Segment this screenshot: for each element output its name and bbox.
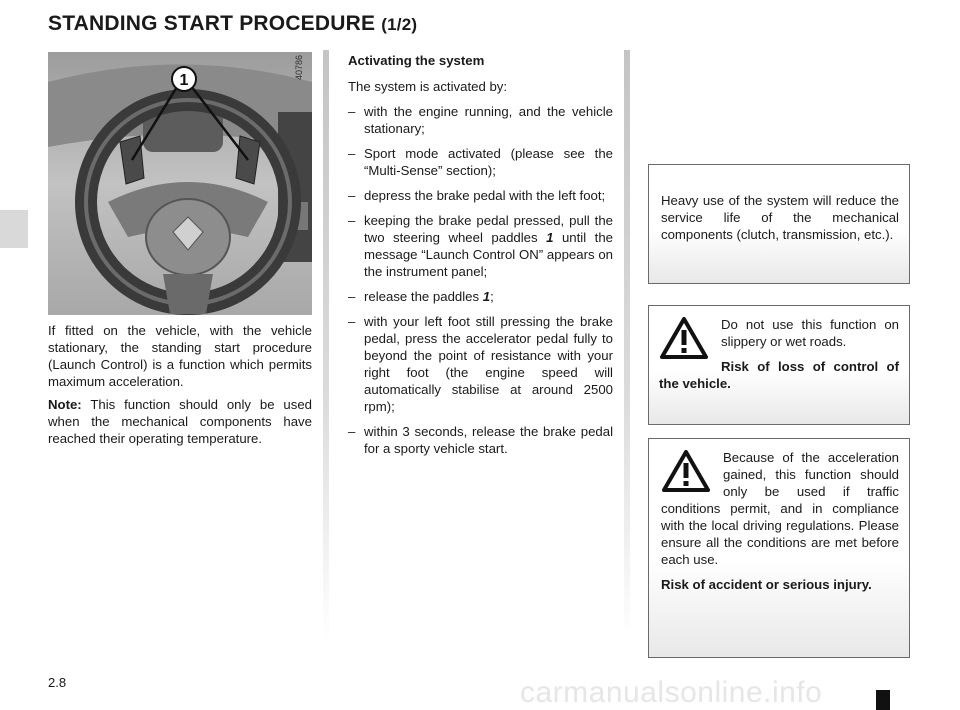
list-item: – with your left foot still pressing the brake pedal, press the accelerator pedal fully to beyond the point of resistance with your right foot (the engine speed will automatically stabilise at around 2500 rpm); (348, 314, 613, 414)
list-item: – Sport mode activated (please see the “Multi-Sense” section); (348, 146, 613, 178)
warning-emphasis: Risk of loss of control of the vehicle. (659, 359, 899, 391)
paddle-ref: 1 (482, 289, 491, 304)
chapter-tab (0, 210, 28, 248)
intro-paragraph: If fitted on the vehicle, with the vehicle stationary, the standing start procedure (Launch Control) is a function which permits maximum acceleration. (48, 323, 312, 389)
page-number: 2.8 (48, 675, 67, 690)
page-corner-marker (876, 690, 890, 710)
warning-box-traffic (648, 438, 910, 658)
info-box (648, 164, 910, 284)
list-item: – release the paddles 1; (348, 289, 494, 304)
page-title: STANDING START PROCEDURE (1/2) (48, 12, 418, 35)
dash: – (348, 424, 356, 439)
warning-box-road (648, 305, 910, 425)
note-paragraph (48, 396, 312, 447)
callout-number: 1 (179, 72, 189, 89)
warning-triangle-icon (661, 449, 711, 493)
column-divider-left (323, 50, 329, 640)
left-column (48, 322, 312, 453)
middle-column (348, 52, 613, 465)
dash: – (348, 188, 356, 203)
title-part: (1/2) (381, 15, 418, 34)
paddle-ref: 1 (546, 230, 554, 245)
dash: – (348, 146, 356, 161)
warning-emphasis: Risk of accident or serious injury. (661, 577, 872, 592)
info-text: Heavy use of the system will reduce the service life of the mechanical components (clutch, transmission, etc.). (661, 193, 899, 242)
warning-text: Because of the acceleration gained, this function should only be used if traffic conditions permit, and in compliance with the local driving regulations. Please ensure all the conditions are met before each use. (661, 450, 899, 567)
section-heading: Activating the system (348, 53, 485, 68)
section-lead: The system is activated by: (348, 79, 508, 94)
note-label: Note: (48, 397, 82, 412)
warning-triangle-icon (659, 316, 709, 360)
list-item: – with the engine running, and the vehicle stationary; (348, 104, 613, 136)
dash: – (348, 289, 356, 304)
list-item: – within 3 seconds, release the brake pedal for a sporty vehicle start. (348, 424, 613, 456)
steering-wheel-illustration (48, 52, 312, 315)
dash: – (348, 314, 356, 329)
dash: – (348, 213, 356, 228)
watermark: carmanualsonline.info (520, 676, 823, 709)
list-item: – keeping the brake pedal pressed, pull the two steering wheel paddles 1 until the message “Launch Control ON” appears on the instrument panel; (348, 213, 613, 279)
warning-text: Do not use this function on slippery or wet roads. (721, 317, 899, 349)
activation-steps (348, 103, 613, 457)
dash: – (348, 104, 356, 119)
column-divider-right (624, 50, 630, 640)
note-text: This function should only be used when the mechanical components have reached their operating temperature. (48, 397, 312, 446)
figure-reference: 40786 (294, 55, 304, 81)
list-item: – depress the brake pedal with the left foot; (348, 188, 606, 203)
